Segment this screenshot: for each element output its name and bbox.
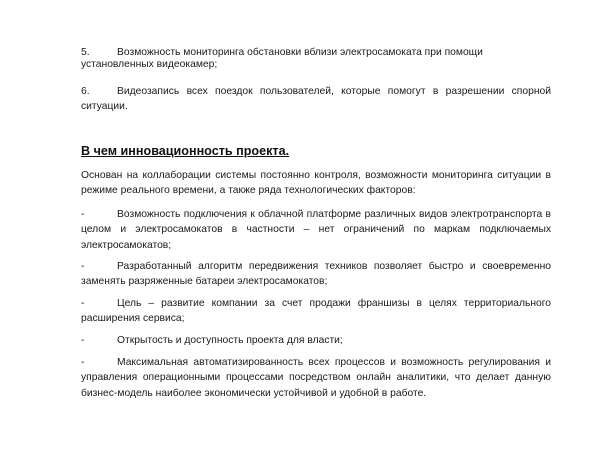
bullet-item xyxy=(81,333,551,348)
bullet-text: Разработанный алгоритм передвижения техников позволяет быстро и своевременно заменять разряженные батареи электросамокатов; xyxy=(81,261,551,288)
bullet-marker: - xyxy=(81,261,85,272)
list-item-text: Видеозапись всех поездок пользователей, которые помогут в разрешении спорной ситуации. xyxy=(81,86,551,113)
list-item-text: Возможность мониторинга обстановки вблизи электросамоката при помощи xyxy=(117,47,483,58)
list-marker: 6. xyxy=(81,86,90,97)
list-item-6 xyxy=(81,84,551,115)
list-item-5-second-line: установленных видеокамер; xyxy=(81,59,218,71)
bullet-marker: - xyxy=(81,209,85,220)
list-item-5 xyxy=(81,45,551,76)
bullet-marker: - xyxy=(81,335,85,346)
bullet-item xyxy=(81,296,551,327)
bullet-text: Максимальная автоматизированность всех процессов и возможность регулирования и управления операционными процессами посредством онлайн аналитики, что делает данную бизнес-модель наиболее экономически устойчивой и удобной в работе. xyxy=(81,357,551,399)
bullet-marker: - xyxy=(81,298,85,309)
list-marker: 5. xyxy=(81,47,90,58)
section-heading: В чем инновационность проекта. xyxy=(81,144,290,158)
bullet-item xyxy=(81,207,551,253)
bullet-marker: - xyxy=(81,357,85,368)
bullet-text: Возможность подключения к облачной платформе различных видов электротранспорта в целом и электросамокатов в частности – нет ограничений по маркам подключаемых электросамокатов; xyxy=(81,209,551,251)
bullet-text: Открытость и доступность проекта для власти; xyxy=(117,335,343,346)
bullet-text: Цель – развитие компании за счет продажи франшизы в целях территориального расширения сервиса; xyxy=(81,298,551,325)
bullet-item xyxy=(81,259,551,290)
intro-paragraph: Основан на коллаборации системы постоянно контроля, возможности мониторинга ситуации в режиме реального времени, а также ряда технологических факторов: xyxy=(81,170,551,197)
bullet-item xyxy=(81,355,551,401)
